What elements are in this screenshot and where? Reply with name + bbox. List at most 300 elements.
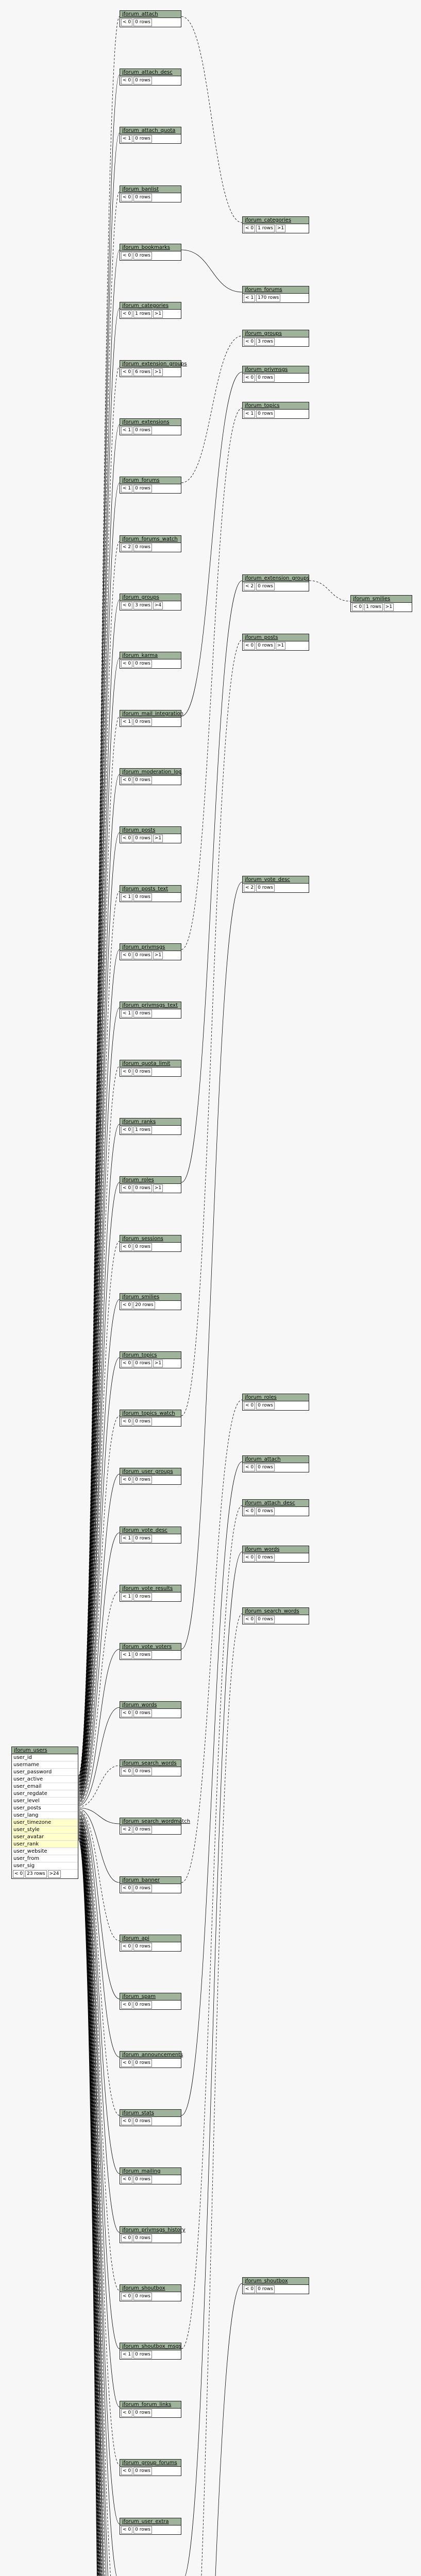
table-jforum-posts[interactable]: [242, 634, 309, 651]
relationship-line: [78, 366, 120, 1782]
table-name[interactable]: jforum_shoutbox: [245, 2278, 288, 2284]
table-jforum-privmsgs[interactable]: [242, 366, 309, 383]
table-jforum-categories[interactable]: [120, 302, 181, 319]
table-jforum-smilies[interactable]: [350, 595, 412, 612]
table-jforum-privmsgs-text[interactable]: [120, 1002, 181, 1019]
table-jforum-vote-desc[interactable]: [242, 876, 309, 893]
relationship-line: [181, 1552, 242, 2576]
table-header: [120, 1993, 181, 2001]
row-count: 0 rows: [133, 2059, 152, 2067]
table-header: [120, 1468, 181, 1476]
row-count: < 0: [121, 835, 132, 842]
row-count: < 0: [121, 2409, 132, 2417]
table-name[interactable]: jforum_ranks: [122, 1119, 156, 1125]
table-jforum-group-forums[interactable]: [120, 2459, 181, 2476]
relationship-line: [181, 408, 242, 950]
row-count: < 0: [121, 1885, 132, 1892]
column-type: [64, 1862, 78, 1870]
table-footer: [120, 2350, 181, 2359]
column-name: user_rank: [12, 1841, 64, 1848]
table-name[interactable]: jforum_privmsgs: [245, 367, 288, 372]
table-footer: [351, 603, 412, 612]
relationship-line: [78, 1820, 120, 2524]
table-name[interactable]: jforum_karma: [122, 653, 158, 658]
table-footer: [243, 224, 309, 233]
column-name: user_posts: [12, 1805, 64, 1812]
relationship-line: [181, 1614, 242, 2576]
table-header: [120, 2343, 181, 2350]
table-header: [120, 69, 181, 76]
table-footer: [12, 1870, 78, 1878]
table-jforum-user-extra[interactable]: [120, 2518, 181, 2535]
table-header: [120, 1527, 181, 1534]
relationship-line: [78, 658, 120, 1787]
row-count: 0 rows: [256, 884, 275, 892]
table-name[interactable]: jforum_posts: [122, 827, 156, 833]
table-name[interactable]: jforum_categories: [122, 303, 169, 309]
table-jforum-topics[interactable]: [120, 1351, 181, 1368]
table-footer: [243, 1463, 309, 1472]
row-count: < 0: [121, 2234, 132, 2242]
table-name[interactable]: jforum_roles: [245, 1395, 277, 1400]
table-jforum-roles[interactable]: [242, 1394, 309, 1411]
table-header: [120, 1294, 181, 1301]
table-jforum-extension-groups[interactable]: [120, 360, 187, 377]
table-jforum-shoutbox-msgs[interactable]: [120, 2343, 181, 2360]
row-count: < 1: [121, 1010, 132, 1018]
table-jforum-privmsgs[interactable]: [120, 943, 181, 960]
table-name[interactable]: jforum_groups: [122, 595, 159, 600]
table-jforum-karma[interactable]: [120, 652, 181, 669]
table-footer: [120, 76, 181, 85]
table-name[interactable]: jforum_vote_desc: [122, 1528, 167, 1533]
table-header: [120, 2285, 181, 2292]
table-header: [120, 2518, 181, 2526]
table-name[interactable]: jforum_user_groups: [122, 1469, 173, 1475]
row-count: 0 rows: [133, 1535, 152, 1543]
row-count: < 0: [244, 225, 255, 232]
column-type: [64, 1769, 78, 1776]
row-count: < 0: [121, 1068, 132, 1076]
row-count: 0 rows: [133, 2351, 152, 2359]
row-count: < 0: [121, 77, 132, 84]
row-count: 170 rows: [256, 294, 280, 302]
table-footer: [243, 884, 309, 892]
column-type: [64, 1834, 78, 1841]
table-jforum-vote-desc[interactable]: [120, 1527, 181, 1544]
row-count: 0 rows: [133, 252, 152, 260]
table-header: [120, 2460, 181, 2467]
row-count: 0 rows: [133, 544, 152, 551]
table-footer: [120, 834, 181, 843]
table-jforum-api[interactable]: [120, 1935, 181, 1952]
row-count: < 1: [121, 427, 132, 434]
row-count: < 0: [121, 1709, 132, 1717]
table-footer: [120, 2001, 181, 2009]
table-header: [120, 186, 181, 193]
table-name[interactable]: jforum_moderation_log: [122, 769, 182, 775]
row-count: < 0: [121, 2059, 132, 2067]
row-count: 0 rows: [133, 1243, 152, 1251]
table-footer: [120, 251, 181, 260]
table-name[interactable]: jforum_topics: [245, 403, 280, 409]
table-footer: [120, 2526, 181, 2534]
row-count: 0 rows: [133, 1943, 152, 1951]
row-count: 0 rows: [133, 952, 152, 959]
column-name: user_level: [12, 1798, 64, 1805]
table-footer: [243, 2285, 309, 2294]
column-type: [64, 1783, 78, 1790]
table-jforum-mailing[interactable]: [120, 2167, 181, 2184]
table-name[interactable]: jforum_roles: [122, 1177, 154, 1183]
table-jforum-forum-links[interactable]: [120, 2401, 181, 2418]
table-jforum-search-words[interactable]: [242, 1607, 309, 1624]
table-footer: [120, 951, 181, 960]
row-count: < 1: [121, 2351, 132, 2359]
row-count: < 0: [13, 1870, 24, 1878]
table-jforum-attach-desc[interactable]: [120, 69, 181, 86]
table-jforum-shoutbox[interactable]: [242, 2277, 309, 2294]
row-count: 0 rows: [133, 194, 152, 201]
row-count: >1: [153, 310, 163, 318]
table-name[interactable]: jforum_sessions: [122, 1236, 163, 1242]
table-name[interactable]: jforum_stats: [122, 2110, 154, 2116]
table-jforum-attach[interactable]: [242, 1455, 309, 1472]
table-footer: [120, 1651, 181, 1659]
table-name[interactable]: jforum_attach_quota: [122, 128, 176, 133]
table-name[interactable]: jforum_banner: [122, 1877, 160, 1883]
table-jforum-user-groups[interactable]: [120, 1468, 181, 1485]
row-count: < 0: [121, 1418, 132, 1426]
table-jforum-extensions[interactable]: [120, 418, 181, 435]
table-name[interactable]: jforum_users: [14, 1748, 47, 1753]
table-jforum-quota-limit[interactable]: [120, 1060, 181, 1077]
table-jforum-ranks[interactable]: [120, 1118, 181, 1135]
table-jforum-roles[interactable]: [120, 1176, 181, 1193]
relationship-line: [181, 250, 242, 292]
table-name[interactable]: jforum_privmsgs_text: [122, 1003, 178, 1008]
table-footer: [120, 18, 181, 27]
row-count: 23 rows: [25, 1870, 46, 1878]
column-name: user_regdate: [12, 1790, 64, 1798]
table-jforum-search-wordmatch[interactable]: [120, 1818, 191, 1835]
table-footer: [243, 410, 309, 418]
table-footer: [120, 310, 181, 318]
table-jforum-bookmarks[interactable]: [120, 244, 181, 261]
row-count: 0 rows: [133, 2176, 152, 2183]
table-jforum-extension-groups[interactable]: [242, 574, 309, 591]
table-jforum-moderation-log[interactable]: [120, 768, 181, 785]
table-jforum-posts-text[interactable]: [120, 885, 181, 902]
table-header: [243, 634, 309, 641]
row-count: < 0: [244, 1507, 255, 1515]
table-name[interactable]: jforum_posts_text: [122, 886, 169, 892]
table-name[interactable]: jforum_attach_desc: [122, 70, 173, 75]
table-jforum-attach-desc[interactable]: [242, 1499, 309, 1516]
table-header: [243, 1456, 309, 1463]
table-jforum-groups[interactable]: [120, 594, 181, 611]
table-name[interactable]: jforum_forums_watch: [122, 536, 178, 542]
column-type: [64, 1855, 78, 1862]
table-jforum-search-words[interactable]: [120, 1759, 181, 1776]
table-name[interactable]: jforum_user_extra: [122, 2519, 169, 2524]
table-header: [120, 2401, 181, 2409]
row-count: < 1: [121, 1535, 132, 1543]
table-footer: [120, 2467, 181, 2476]
column-type: [64, 1826, 78, 1834]
table-footer: [120, 1942, 181, 1951]
row-count: 0 rows: [256, 1464, 275, 1471]
table-name[interactable]: jforum_search_words: [122, 1760, 177, 1766]
table-jforum-users[interactable]: [11, 1747, 78, 1879]
row-count: 0 rows: [133, 2234, 152, 2242]
row-count: < 0: [121, 660, 132, 668]
column-type: [64, 1841, 78, 1848]
row-count: < 1: [121, 485, 132, 493]
row-count: 0 rows: [133, 718, 152, 726]
table-jforum-vote-voters[interactable]: [120, 1643, 181, 1660]
table-jforum-posts[interactable]: [120, 826, 181, 843]
row-count: < 0: [121, 1360, 132, 1367]
row-count: 0 rows: [133, 485, 152, 493]
table-header: [120, 594, 181, 601]
row-count: 0 rows: [133, 1418, 152, 1426]
relationship-line: [78, 192, 120, 1779]
row-count: < 0: [244, 1402, 255, 1410]
table-header: [120, 1410, 181, 1417]
table-footer: [120, 2409, 181, 2417]
row-count: < 0: [121, 776, 132, 784]
row-count: 0 rows: [133, 835, 152, 842]
table-footer: [243, 582, 309, 591]
column-name: user_timezone: [12, 1819, 64, 1826]
row-count: 1 rows: [256, 225, 275, 232]
row-count: >1: [153, 368, 163, 376]
row-count: < 1: [121, 1651, 132, 1659]
table-jforum-smilies[interactable]: [120, 1293, 181, 1310]
row-count: < 0: [121, 602, 132, 609]
table-jforum-attach-quota[interactable]: [120, 127, 181, 144]
table-name[interactable]: jforum_api: [122, 1936, 149, 1941]
table-name[interactable]: jforum_group_forums: [122, 2460, 177, 2466]
table-name[interactable]: jforum_attach: [245, 1456, 281, 1462]
table-name[interactable]: jforum_posts: [245, 635, 278, 640]
row-count: < 0: [352, 603, 363, 611]
table-header: [120, 769, 181, 776]
table-jforum-banner[interactable]: [120, 1876, 181, 1893]
row-count: 0 rows: [133, 1651, 152, 1659]
table-jforum-vote-results[interactable]: [120, 1585, 181, 1602]
table-name[interactable]: jforum_topics: [122, 1352, 157, 1358]
table-jforum-words[interactable]: [120, 1701, 181, 1718]
row-count: 0 rows: [256, 1402, 275, 1410]
row-count: < 0: [121, 2467, 132, 2475]
table-header: [120, 244, 181, 251]
relationship-line: [181, 1505, 242, 2349]
table-name[interactable]: jforum_announcements: [122, 2052, 183, 2058]
table-header: [120, 1877, 181, 1884]
row-count: >4: [153, 602, 163, 609]
row-count: < 1: [244, 294, 255, 302]
column-name: user_from: [12, 1855, 64, 1862]
table-name[interactable]: jforum_attach: [122, 11, 158, 17]
row-count: < 0: [244, 374, 255, 382]
table-name[interactable]: jforum_bookmarks: [122, 245, 170, 250]
table-jforum-attach[interactable]: [120, 10, 181, 27]
table-footer: [243, 1615, 309, 1624]
row-count: < 0: [121, 19, 132, 26]
table-footer: [243, 1507, 309, 1516]
table-footer: [120, 1184, 181, 1193]
table-footer: [120, 1067, 181, 1076]
table-jforum-mail-integration[interactable]: [120, 710, 181, 727]
column-type: [64, 1790, 78, 1798]
table-header: [120, 1585, 181, 1592]
table-footer: [120, 1825, 181, 1834]
table-footer: [120, 2234, 181, 2243]
table-footer: [120, 718, 181, 726]
table-name[interactable]: jforum_words: [122, 1702, 157, 1708]
table-jforum-topics-watch[interactable]: [120, 1410, 181, 1427]
table-jforum-stats[interactable]: [120, 2109, 181, 2126]
table-jforum-shoutbox[interactable]: [120, 2284, 181, 2301]
table-name[interactable]: jforum_forums: [122, 478, 160, 483]
row-count: < 0: [121, 1184, 132, 1192]
row-count: 20 rows: [133, 1301, 155, 1309]
table-jforum-forums[interactable]: [242, 286, 309, 303]
table-header: [243, 1394, 309, 1401]
table-jforum-banlist[interactable]: [120, 185, 181, 202]
table-header: [120, 1235, 181, 1243]
table-footer: [120, 543, 181, 552]
table-name[interactable]: jforum_shoutbox: [122, 2285, 165, 2291]
table-name[interactable]: jforum_quota_limit: [122, 1061, 171, 1066]
table-name[interactable]: jforum_vote_results: [122, 1586, 173, 1591]
row-count: 0 rows: [133, 1360, 152, 1367]
column-name: user_website: [12, 1848, 64, 1855]
row-count: 0 rows: [133, 1010, 152, 1018]
table-header: [243, 330, 309, 337]
relationship-line: [181, 581, 242, 1182]
table-name[interactable]: jforum_search_words: [245, 1608, 299, 1614]
table-jforum-privmsgs-history[interactable]: [120, 2226, 186, 2243]
relationship-line: [78, 483, 120, 1784]
table-footer: [120, 2117, 181, 2126]
table-name[interactable]: jforum_privmsgs: [122, 944, 165, 950]
table-jforum-words[interactable]: [242, 1546, 309, 1563]
table-footer: [120, 2175, 181, 2184]
relationship-line: [181, 2283, 242, 2576]
table-footer: [120, 1359, 181, 1368]
table-header: [243, 1608, 309, 1615]
row-count: 0 rows: [133, 1593, 152, 1601]
table-header: [243, 366, 309, 374]
table-name[interactable]: jforum_privmsgs_history: [122, 2227, 186, 2233]
column-name: user_email: [12, 1783, 64, 1790]
row-count: 0 rows: [133, 2117, 152, 2125]
column-name: user_id: [12, 1754, 64, 1761]
row-count: < 0: [121, 368, 132, 376]
table-name[interactable]: jforum_mailing: [122, 2168, 161, 2174]
row-count: 0 rows: [133, 2526, 152, 2534]
table-name[interactable]: jforum_smilies: [353, 596, 391, 602]
row-count: < 1: [121, 893, 132, 901]
table-jforum-forums-watch[interactable]: [120, 535, 181, 552]
table-footer: [120, 368, 181, 377]
table-jforum-spam[interactable]: [120, 1993, 181, 2010]
table-name[interactable]: jforum_forums: [245, 287, 282, 293]
row-count: 0 rows: [133, 135, 152, 143]
column-type: [64, 1805, 78, 1812]
table-name[interactable]: jforum_vote_voters: [122, 1644, 172, 1650]
table-name[interactable]: jforum_extension_groups: [122, 361, 187, 367]
table-name[interactable]: jforum_forum_links: [122, 2402, 172, 2408]
table-footer: [243, 1553, 309, 1562]
table-header: [120, 2052, 181, 2059]
relationship-line: [181, 1400, 242, 1883]
row-count: 0 rows: [256, 410, 275, 418]
table-name[interactable]: jforum_topics_watch: [122, 1411, 175, 1416]
row-count: < 0: [244, 338, 255, 346]
table-name[interactable]: jforum_categories: [245, 217, 292, 223]
row-count: >1: [153, 1360, 163, 1367]
table-name[interactable]: jforum_words: [245, 1547, 280, 1552]
table-name[interactable]: jforum_banlist: [122, 187, 159, 192]
table-header: [120, 886, 181, 893]
table-jforum-groups[interactable]: [242, 330, 309, 347]
table-name[interactable]: jforum_vote_desc: [245, 877, 290, 883]
column-name: user_active: [12, 1776, 64, 1783]
table-footer: [120, 1534, 181, 1543]
relationship-line: [181, 1462, 242, 2115]
table-name[interactable]: jforum_groups: [245, 331, 282, 336]
table-header: [243, 217, 309, 224]
table-header: [120, 1177, 181, 1184]
table-footer: [120, 1243, 181, 1251]
row-count: 0 rows: [256, 2285, 275, 2293]
table-jforum-announcements[interactable]: [120, 2051, 181, 2068]
table-jforum-topics[interactable]: [242, 402, 309, 419]
row-count: 0 rows: [256, 374, 275, 382]
row-count: 3 rows: [133, 602, 152, 609]
row-count: < 0: [244, 2285, 255, 2293]
column-type: [64, 1798, 78, 1805]
table-footer: [120, 1767, 181, 1776]
table-name[interactable]: jforum_attach_desc: [245, 1500, 295, 1506]
table-name[interactable]: jforum_search_wordmatch: [122, 1819, 191, 1824]
table-footer: [120, 484, 181, 493]
table-name[interactable]: jforum_extensions: [122, 419, 170, 425]
row-count: < 0: [121, 1126, 132, 1134]
table-name[interactable]: jforum_mail_integration: [122, 711, 183, 717]
table-name[interactable]: jforum_spam: [122, 1994, 156, 1999]
table-jforum-categories[interactable]: [242, 216, 309, 233]
table-header: [243, 1500, 309, 1507]
table-name[interactable]: jforum_smilies: [122, 1294, 160, 1300]
row-count: < 0: [244, 1464, 255, 1471]
relationship-line: [309, 581, 350, 601]
row-count: 0 rows: [133, 1709, 152, 1717]
table-header: [243, 2278, 309, 2285]
row-count: 0 rows: [133, 893, 152, 901]
table-name[interactable]: jforum_extension_groups: [245, 575, 310, 581]
table-name[interactable]: jforum_shoutbox_msgs: [122, 2344, 182, 2349]
table-header: [120, 652, 181, 659]
table-jforum-forums[interactable]: [120, 477, 181, 494]
row-count: 6 rows: [133, 368, 152, 376]
table-footer: [120, 426, 181, 435]
table-jforum-sessions[interactable]: [120, 1235, 181, 1252]
